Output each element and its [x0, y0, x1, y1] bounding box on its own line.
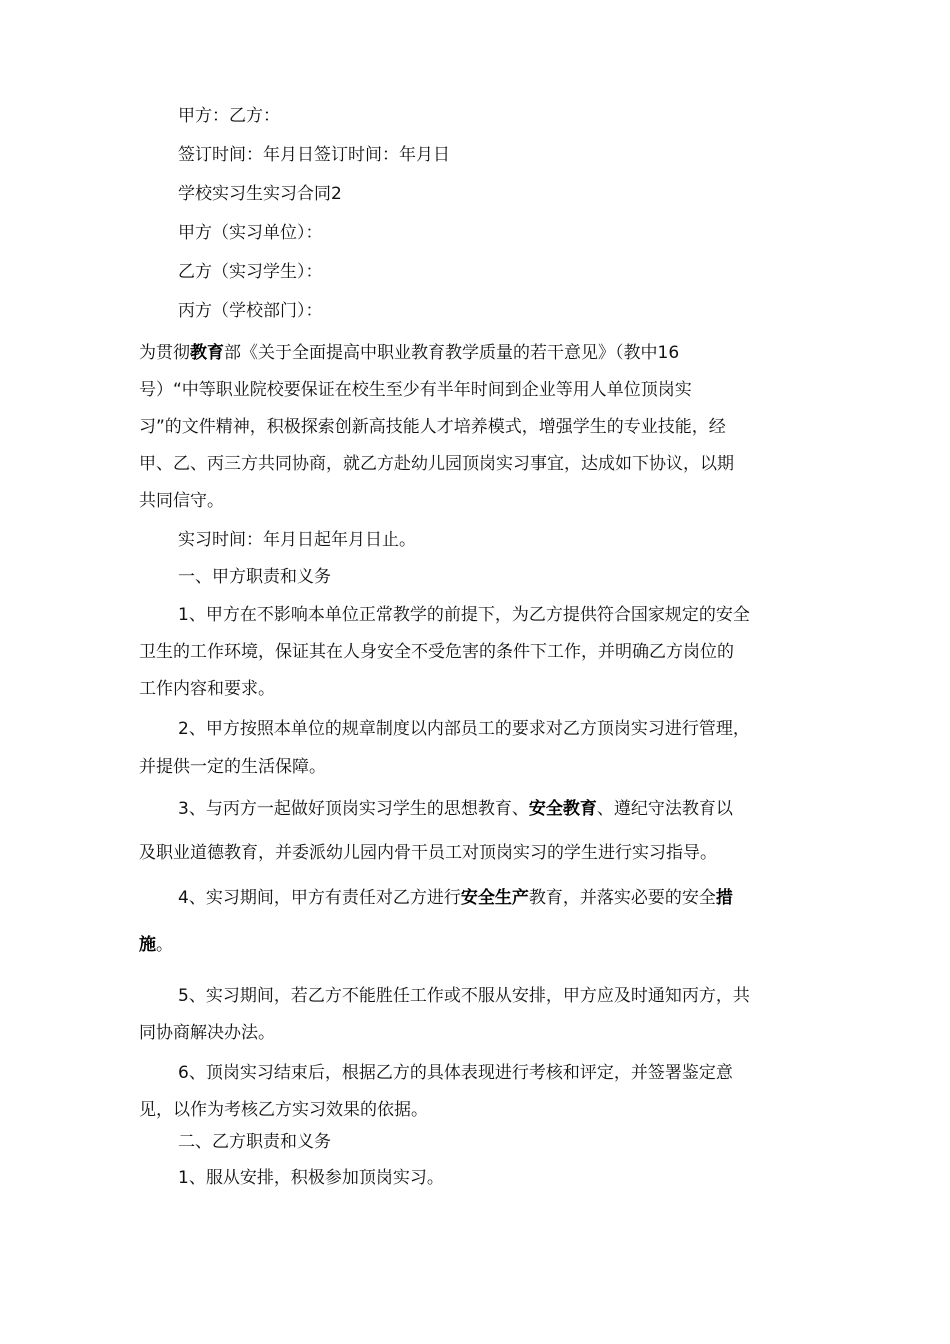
s1-item2-line-1: 2、甲方按照本单位的规章制度以内部员工的要求对乙方顶岗实习进行管理，	[178, 719, 750, 739]
bold-safety-education: 安全教育	[528, 799, 597, 819]
s1-item2-line-2: 并提供一定的生活保障。	[139, 757, 326, 777]
contract-title: 学校实习生实习合同2	[178, 184, 342, 204]
party-c-line: 丙方（学校部门）：	[178, 301, 323, 321]
s1-item5-line-1: 5、实习期间，若乙方不能胜任工作或不服从安排，甲方应及时通知丙方，共	[178, 986, 750, 1006]
bold-safe-production: 安全生产	[460, 888, 529, 908]
bold-measure-2: 施	[139, 935, 156, 955]
section1-heading: 一、甲方职责和义务	[178, 567, 331, 587]
party-b-line: 乙方（实习学生）：	[178, 262, 323, 282]
preamble-line-3: 习”的文件精神，积极探索创新高技能人才培养模式，增强学生的专业技能，经	[139, 417, 726, 437]
s1-item6-line-1: 6、顶岗实习结束后，根据乙方的具体表现进行考核和评定，并签署鉴定意	[178, 1063, 733, 1083]
period-line: 实习时间：年月日起年月日止。	[178, 530, 416, 550]
s1-item4-line-1: 4、实习期间，甲方有责任对乙方进行安全生产教育，并落实必要的安全措	[178, 888, 733, 908]
s1-item3-line-2: 及职业道德教育，并委派幼儿园内骨干员工对顶岗实习的学生进行实习指导。	[139, 843, 717, 863]
preamble-line-5: 共同信守。	[139, 491, 224, 511]
preamble-bold-education: 教育	[190, 343, 224, 363]
preamble-line-2: 号）“中等职业院校要保证在校生至少有半年时间到企业等用人单位顶岗实	[139, 380, 692, 400]
s1-item1-line-2: 卫生的工作环境，保证其在人身安全不受危害的条件下工作，并明确乙方岗位的	[139, 642, 734, 662]
s1-item1-line-1: 1、甲方在不影响本单位正常教学的前提下，为乙方提供符合国家规定的安全	[178, 605, 750, 625]
s1-item5-line-2: 同协商解决办法。	[139, 1023, 275, 1043]
party-a-line: 甲方（实习单位）：	[178, 223, 323, 243]
s1-item1-line-3: 工作内容和要求。	[139, 679, 275, 699]
section2-heading: 二、乙方职责和义务	[178, 1132, 331, 1152]
sign-dates-line: 签订时间：年月日签订时间：年月日	[178, 145, 450, 165]
bold-measure-1: 措	[715, 888, 733, 908]
s2-item1-line: 1、服从安排，积极参加顶岗实习。	[178, 1168, 444, 1188]
preamble-line-4: 甲、乙、丙三方共同协商，就乙方赴幼儿园顶岗实习事宜，达成如下协议，以期	[139, 454, 734, 474]
s1-item6-line-2: 见，以作为考核乙方实习效果的依据。	[139, 1100, 428, 1120]
s1-item3-line-1: 3、与丙方一起做好顶岗实习学生的思想教育、安全教育、遵纪守法教育以	[178, 799, 733, 819]
sign-parties-line: 甲方：乙方：	[178, 106, 280, 126]
s1-item4-line-2: 施。	[139, 935, 173, 955]
preamble-line-1: 为贯彻教育部《关于全面提高中职业教育教学质量的若干意见》（教中16	[139, 343, 680, 363]
